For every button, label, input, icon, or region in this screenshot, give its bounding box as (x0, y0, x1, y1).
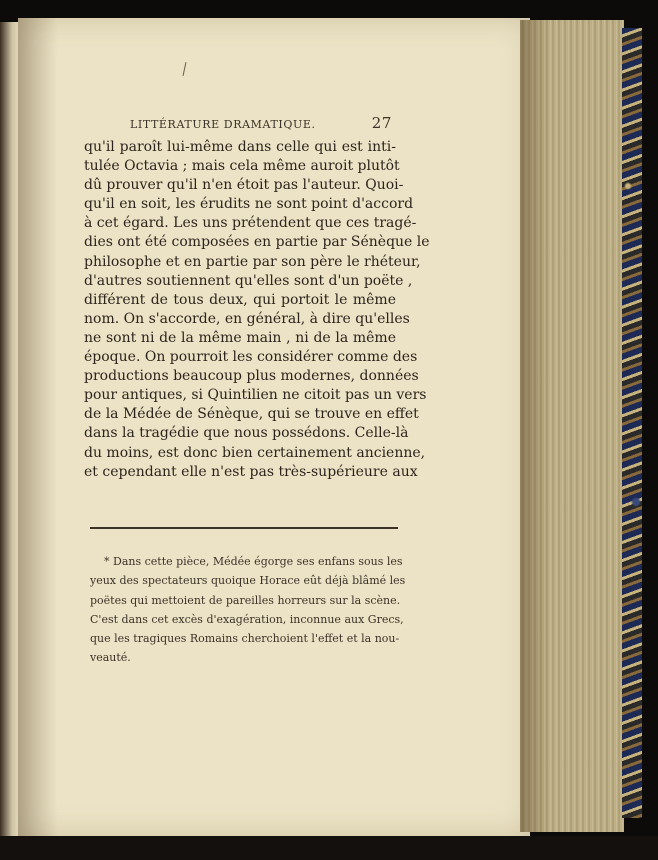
text-line: dans la tragédie que nous possédons. Celle-là (84, 425, 409, 442)
footnote (90, 552, 406, 668)
text-line: différent de tous deux, qui portoit le même (84, 291, 396, 308)
running-header (130, 116, 392, 136)
footnote-line: veauté. (90, 651, 131, 665)
text-line: dû prouver qu'il n'en étoit pas l'auteur. Quoi- (84, 177, 404, 194)
text-line: dies ont été composées en partie par Sénèque le (84, 234, 430, 251)
body-text (84, 138, 430, 482)
marbled-cover-edge (622, 28, 642, 818)
text-line: nom. On s'accorde, en général, à dire qu'elles (84, 310, 410, 327)
running-title: LITTÉRATURE DRAMATIQUE. (130, 118, 316, 131)
footnote-line: que les tragiques Romains cherchoient l'effet et la nou- (90, 632, 400, 646)
text-line: productions beaucoup plus modernes, données (84, 368, 419, 385)
footnote-rule (90, 527, 398, 529)
text-line: de la Médée de Sénèque, qui se trouve en effet (84, 406, 419, 423)
text-line: ne sont ni de la même main , ni de la même (84, 329, 396, 346)
text-line: pour antiques, si Quintilien ne citoit pas un vers (84, 387, 427, 404)
text-line: à cet égard. Les uns prétendent que ces tragé- (84, 215, 417, 232)
text-line: qu'il en soit, les érudits ne sont point d'accord (84, 196, 414, 213)
left-page-edge (0, 22, 20, 840)
footnote-line: poëtes qui mettoient de pareilles horreurs sur la scène. (90, 593, 401, 607)
text-line: philosophe et en partie par son père le rhéteur, (84, 253, 421, 270)
footnote-line: C'est dans cet excès d'exagération, inconnue aux Grecs, (90, 612, 404, 626)
text-line: époque. On pourroit les considérer comme des (84, 349, 418, 366)
page-number: 27 (371, 114, 392, 132)
text-line: tulée Octavia ; mais cela même auroit plutôt (84, 158, 400, 175)
bottom-board (0, 836, 658, 860)
text-line: qu'il paroît lui-même dans celle qui est inti- (84, 139, 396, 155)
text-line: du moins, est donc bien certainement ancienne, (84, 444, 426, 461)
footnote-line: yeux des spectateurs quoique Horace eût déjà blâmé les (90, 574, 406, 588)
text-line: et cependant elle n'est pas très-supérieure aux (84, 463, 418, 480)
text-line: d'autres soutiennent qu'elles sont d'un poëte , (84, 272, 413, 289)
footnote-line: * Dans cette pièce, Médée égorge ses enfans sous les (104, 555, 403, 568)
fore-edge-shadow (520, 20, 550, 832)
gutter-shadow (18, 18, 58, 836)
